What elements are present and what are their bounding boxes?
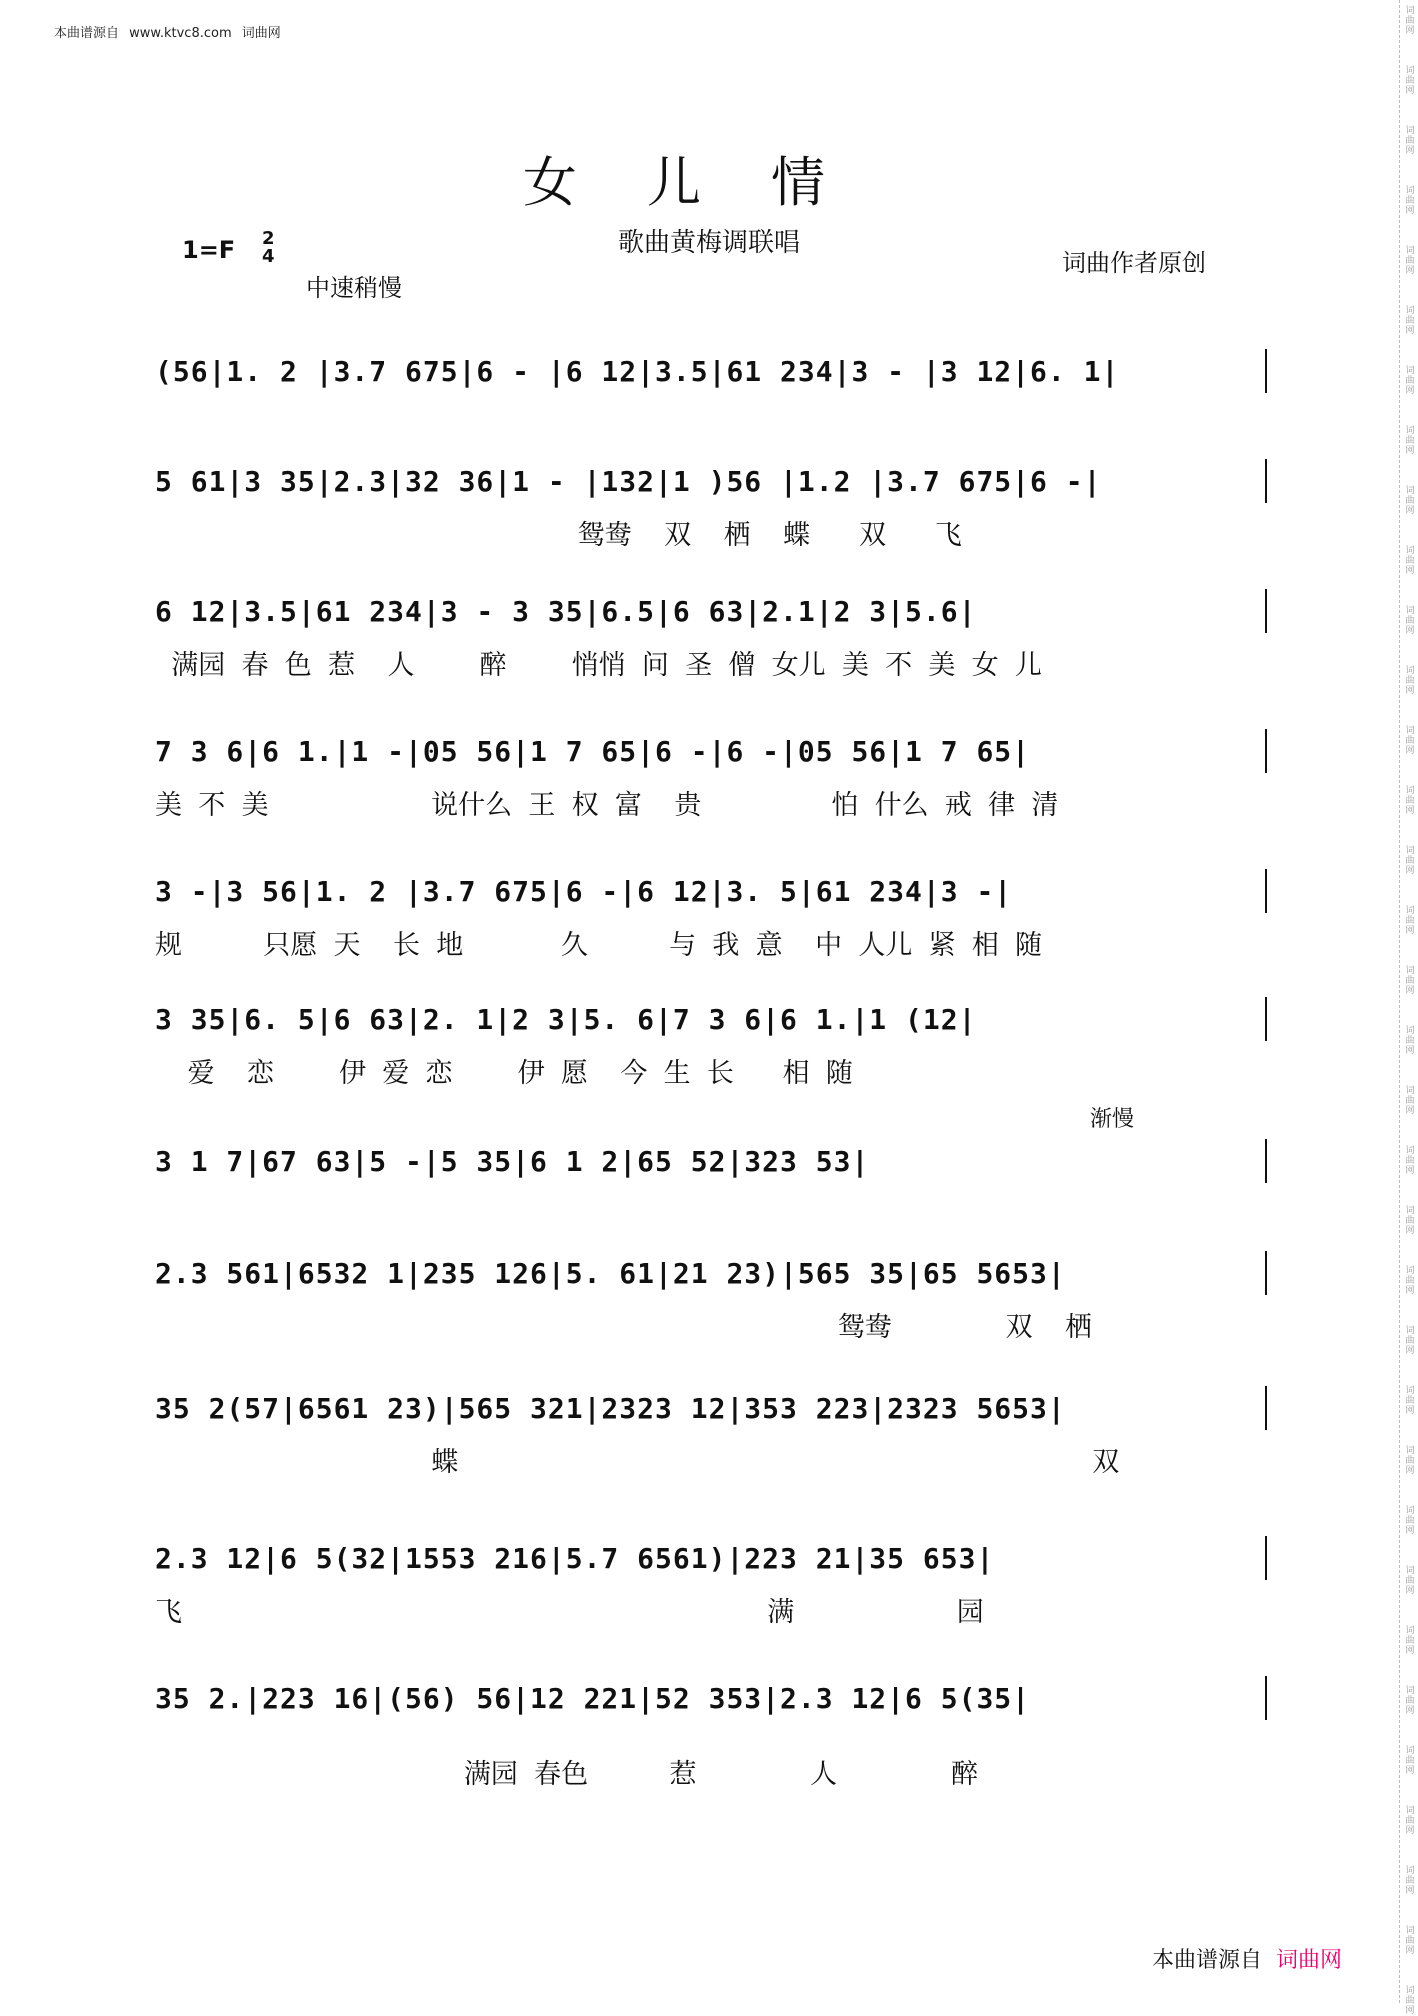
lyrics-row: 鸳鸯 双 栖 蝶 双 飞 <box>155 520 962 551</box>
strip-mark: 词曲网 <box>1405 246 1415 276</box>
meter-bottom: 4 <box>262 246 275 267</box>
notation-row: 2.3 12|6 5(32|1553 216|5.7 6561)|223 21|35 653| <box>155 1542 995 1575</box>
notation-row: (56|1. 2 |3.7 675|6 - |6 12|3.5|61 234|3 - |3 12|6. 1| <box>155 355 1120 388</box>
strip-mark: 词曲网 <box>1405 846 1415 876</box>
score-line <box>155 595 1267 705</box>
strip-mark: 词曲网 <box>1405 1146 1415 1176</box>
strip-mark: 词曲网 <box>1405 1626 1415 1656</box>
strip-mark: 词曲网 <box>1405 1926 1415 1956</box>
barline <box>1265 349 1267 393</box>
author-credit: 词曲作者原创 <box>1062 249 1206 277</box>
notation-row: 2.3 561|6532 1|235 126|5. 61|21 23)|565 35|65 5653| <box>155 1257 1066 1290</box>
header-source <box>54 22 287 41</box>
strip-mark: 词曲网 <box>1405 1266 1415 1296</box>
notation-row: 3 1 7|67 63|5 -|5 35|6 1 2|65 52|323 53| <box>155 1145 870 1178</box>
score-line <box>155 1003 1267 1113</box>
barline <box>1265 1676 1267 1720</box>
footer-site-name[interactable]: 词曲网 <box>1276 1948 1343 1973</box>
strip-mark: 词曲网 <box>1405 1446 1415 1476</box>
notation-row: 7 3 6|6 1.|1 -|05 56|1 7 65|6 -|6 -|05 56|1 7 65| <box>155 735 1031 768</box>
meter-top: 2 <box>262 228 275 249</box>
barline <box>1265 1251 1267 1295</box>
score-line <box>155 735 1267 845</box>
notation-row: 5 61|3 35|2.3|32 36|1 - |132|1 )56 |1.2 |3.7 675|6 -| <box>155 465 1102 498</box>
strip-mark: 词曲网 <box>1405 1026 1415 1056</box>
notation-row: 35 2(57|6561 23)|565 321|2323 12|353 223|2323 5653| <box>155 1392 1066 1425</box>
footer <box>1152 1943 1342 1974</box>
lyrics-row: 规 只愿 天 长 地 久 与 我 意 中 人儿 紧 相 随 <box>155 930 1043 961</box>
score-title: 女儿情 <box>523 151 895 214</box>
lyrics-row: 飞 满 园 <box>155 1597 984 1628</box>
strip-mark: 词曲网 <box>1405 1806 1415 1836</box>
strip-mark: 词曲网 <box>1405 1206 1415 1236</box>
time-signature <box>262 230 275 266</box>
strip-mark: 词曲网 <box>1405 1686 1415 1716</box>
strip-mark: 词曲网 <box>1405 66 1415 96</box>
header-source-label: 本曲谱源自 <box>54 26 120 41</box>
side-strip <box>1399 0 1418 2016</box>
strip-mark: 词曲网 <box>1405 726 1415 756</box>
strip-mark: 词曲网 <box>1405 1986 1415 2016</box>
lyrics-row: 美 不 美 说什么 王 权 富 贵 怕 什么 戒 律 清 <box>155 790 1059 821</box>
score-line <box>155 355 1267 465</box>
strip-mark: 词曲网 <box>1405 1506 1415 1536</box>
barline <box>1265 869 1267 913</box>
strip-mark: 词曲网 <box>1405 306 1415 336</box>
strip-mark: 词曲网 <box>1405 546 1415 576</box>
strip-mark: 词曲网 <box>1405 1386 1415 1416</box>
barline <box>1265 459 1267 503</box>
barline <box>1265 997 1267 1041</box>
score-line <box>155 1682 1267 1792</box>
strip-mark: 词曲网 <box>1405 786 1415 816</box>
strip-mark: 词曲网 <box>1405 186 1415 216</box>
notation-row: 6 12|3.5|61 234|3 - 3 35|6.5|6 63|2.1|2 3|5.6| <box>155 595 977 628</box>
tempo-marking: 中速稍慢 <box>306 274 402 302</box>
barline <box>1265 1536 1267 1580</box>
strip-mark: 词曲网 <box>1405 126 1415 156</box>
lyrics-row: 鸳鸯 双 栖 <box>155 1312 1093 1343</box>
strip-mark: 词曲网 <box>1405 486 1415 516</box>
notation-row: 35 2.|223 16|(56) 56|12 221|52 353|2.3 12|6 5(35| <box>155 1682 1031 1715</box>
footer-source-label: 本曲谱源自 <box>1152 1948 1263 1973</box>
notation-row: 3 -|3 56|1. 2 |3.7 675|6 -|6 12|3. 5|61 234|3 -| <box>155 875 1013 908</box>
strip-mark: 词曲网 <box>1405 366 1415 396</box>
strip-mark: 词曲网 <box>1405 1866 1415 1896</box>
strip-mark: 词曲网 <box>1405 1566 1415 1596</box>
header-site-name[interactable]: 词曲网 <box>241 26 281 41</box>
lyrics-row: 蝶 双 <box>155 1447 1120 1478</box>
score-line <box>155 1257 1267 1367</box>
strip-mark: 词曲网 <box>1405 1746 1415 1776</box>
strip-mark: 词曲网 <box>1405 1086 1415 1116</box>
score-line <box>155 1542 1267 1652</box>
lyrics-row: 满园 春色 惹 人 醉 <box>155 1759 978 1790</box>
strip-mark: 词曲网 <box>1405 1326 1415 1356</box>
strip-mark: 词曲网 <box>1405 606 1415 636</box>
score-line <box>155 1145 1267 1255</box>
barline <box>1265 589 1267 633</box>
lyrics-row: 爱 恋 伊 爱 恋 伊 愿 今 生 长 相 随 <box>155 1058 853 1089</box>
strip-mark: 词曲网 <box>1405 426 1415 456</box>
strip-mark: 词曲网 <box>1405 966 1415 996</box>
key-signature: 1=F <box>182 236 236 264</box>
score-line <box>155 875 1267 985</box>
score-line <box>155 465 1267 575</box>
barline <box>1265 1386 1267 1430</box>
gradual-slow-marking: 渐慢 <box>1090 1107 1135 1132</box>
notation-row: 3 35|6. 5|6 63|2. 1|2 3|5. 6|7 3 6|6 1.|1 (12| <box>155 1003 977 1036</box>
lyrics-row: 满园 春 色 惹 人 醉 悄悄 问 圣 僧 女儿 美 不 美 女 儿 <box>155 650 1042 681</box>
barline <box>1265 1139 1267 1183</box>
strip-mark: 词曲网 <box>1405 906 1415 936</box>
barline <box>1265 729 1267 773</box>
score-line <box>155 1392 1267 1502</box>
strip-mark: 词曲网 <box>1405 666 1415 696</box>
score-subtitle: 歌曲黄梅调联唱 <box>617 228 800 258</box>
header-site-url[interactable]: www.ktvc8.com <box>129 26 232 41</box>
strip-mark: 词曲网 <box>1405 6 1415 36</box>
